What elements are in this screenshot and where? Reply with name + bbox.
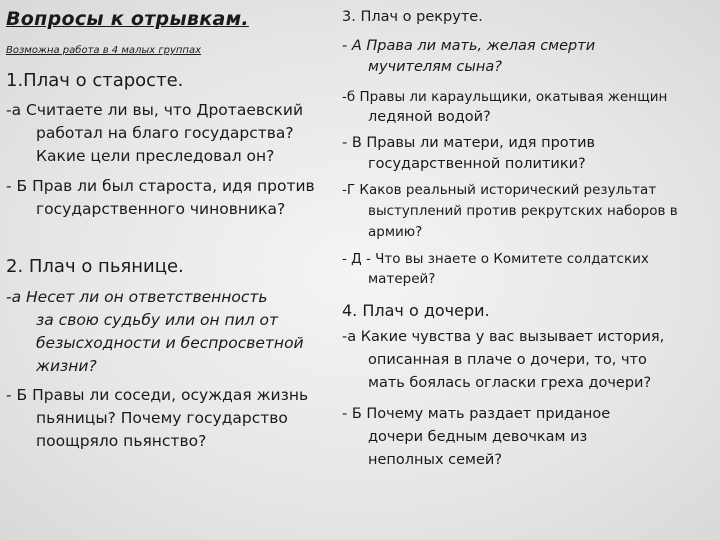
section-3-question-a-line-1: - А Права ли мать, желая смерти [342,38,596,54]
section-3-heading: 3. Плач о рекруте. [342,9,483,25]
section-4-question-b-line-2: дочери бедным девочкам из [368,429,588,445]
section-2-question-a-line-3: безысходности и беспросветной [36,334,304,352]
section-1-question-a-line-3: Какие цели преследовал он? [36,147,275,165]
section-4-heading: 4. Плач о дочери. [342,301,490,320]
section-1-question-b-line-1: - Б Прав ли был староста, идя против [6,177,315,195]
section-3-question-c-line-1: - В Правы ли матери, идя против [342,135,596,151]
section-2-question-a-line-1: -а Несет ли он ответственность [6,288,268,306]
slide-subtitle: Возможна работа в 4 малых группах [6,45,202,56]
section-2-question-b-line-1: - Б Правы ли соседи, осуждая жизнь [6,386,309,404]
section-1-question-a-line-1: -а Считаете ли вы, что Дротаевский [6,101,304,119]
section-1-question-b-line-2: государственного чиновника? [36,200,286,218]
section-3-question-e-line-2: матерей? [368,271,436,287]
section-2-question-b-line-2: пьяницы? Почему государство [36,409,288,427]
section-3-question-c-line-2: государственной политики? [368,156,586,172]
section-4-question-a-line-1: -а Какие чувства у вас вызывает история, [342,329,665,345]
section-3-question-d-line-2: выступлений против рекрутских наборов в [368,203,678,219]
section-3-question-d-line-1: -Г Каков реальный исторический результат [342,182,657,198]
section-4-question-b-line-1: - Б Почему мать раздает приданое [342,406,611,422]
section-2-question-b-line-3: поощряло пьянство? [36,432,207,450]
section-1-question-a-line-2: работал на благо государства? [36,124,294,142]
slide-title: Вопросы к отрывкам. [6,8,249,30]
section-4-question-a-line-3: мать боялась огласки греха дочери? [368,375,652,391]
section-3-question-e-line-1: - Д - Что вы знаете о Комитете солдатских [342,251,649,267]
section-4-question-b-line-3: неполных семей? [368,452,503,468]
section-3-question-d-line-3: армию? [368,224,423,240]
section-3-question-b-line-1: -б Правы ли караульщики, окатывая женщин [342,89,668,105]
section-1-heading: 1.Плач о старосте. [6,70,184,91]
section-2-question-a-line-2: за свою судьбу или он пил от [36,311,279,329]
section-2-heading: 2. Плач о пьянице. [6,256,184,277]
section-3-question-b-line-2: ледяной водой? [368,109,491,125]
section-2-question-a-line-4: жизни? [36,357,97,375]
section-4-question-a-line-2: описанная в плаче о дочери, то, что [368,352,647,368]
section-3-question-a-line-2: мучителям сына? [368,59,502,75]
